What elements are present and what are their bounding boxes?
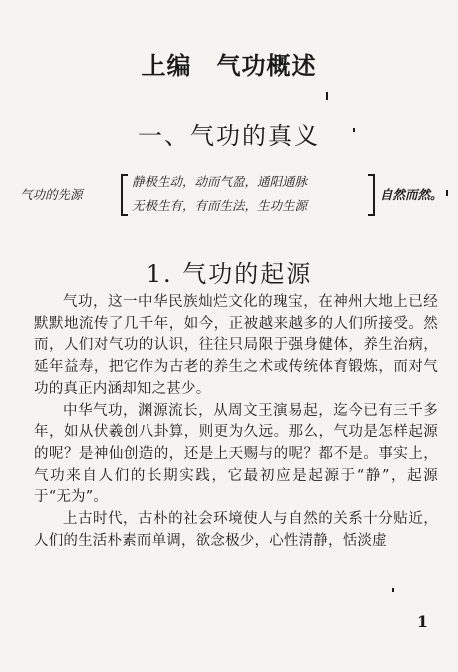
scan-speck [353,128,355,132]
origin-line-2: 无极生有，有而生法，生功生源 [132,198,308,213]
scan-speck [446,190,448,196]
paragraph-2: 中华气功，渊源流长，从周文王演易起，迄今已有三千多年，如从伏羲创八卦算，则更为久远。那么，气功是怎样起源的呢？是神仙创造的，还是上天赐与的呢？都不是。事实上，气功来自人们的长期实践，它最初应是起源于“静”，起源于“无为”。 [34,402,438,506]
scan-speck [392,588,394,592]
paragraph-1: 气功，这一中华民族灿烂文化的瑰宝，在神州大地上已经默默地流传了几千年，如今，正被越来越多的人们所接受。然而，人们对气功的认识，往往只局限于强身健体，养生治病，延年益寿，把它作为古老的养生之术或传统体育锻炼，而对气功的真正内涵却知之甚少。 [34,294,438,397]
section-title: 1. 气功的起源 [145,260,313,288]
chapter-title: 一、气功的真义 [138,122,320,150]
origin-label: 气功的先源 [20,187,83,202]
origin-diagram [20,170,450,218]
origin-result: 自然而然。 [380,187,443,202]
body-text [34,292,438,552]
left-bracket [121,174,128,216]
page-number: 1 [416,612,428,631]
paragraph-3: 上古时代，古朴的社会环境使人与自然的关系十分贴近，人们的生活朴素而单调，欲念极少，心性清静，恬淡虚 [34,511,438,549]
origin-line-1: 静极生动，动而气盈，通阳通脉 [132,174,308,189]
scan-speck [326,92,328,100]
part-title: 上编 气功概述 [141,52,317,80]
right-bracket [368,174,375,216]
